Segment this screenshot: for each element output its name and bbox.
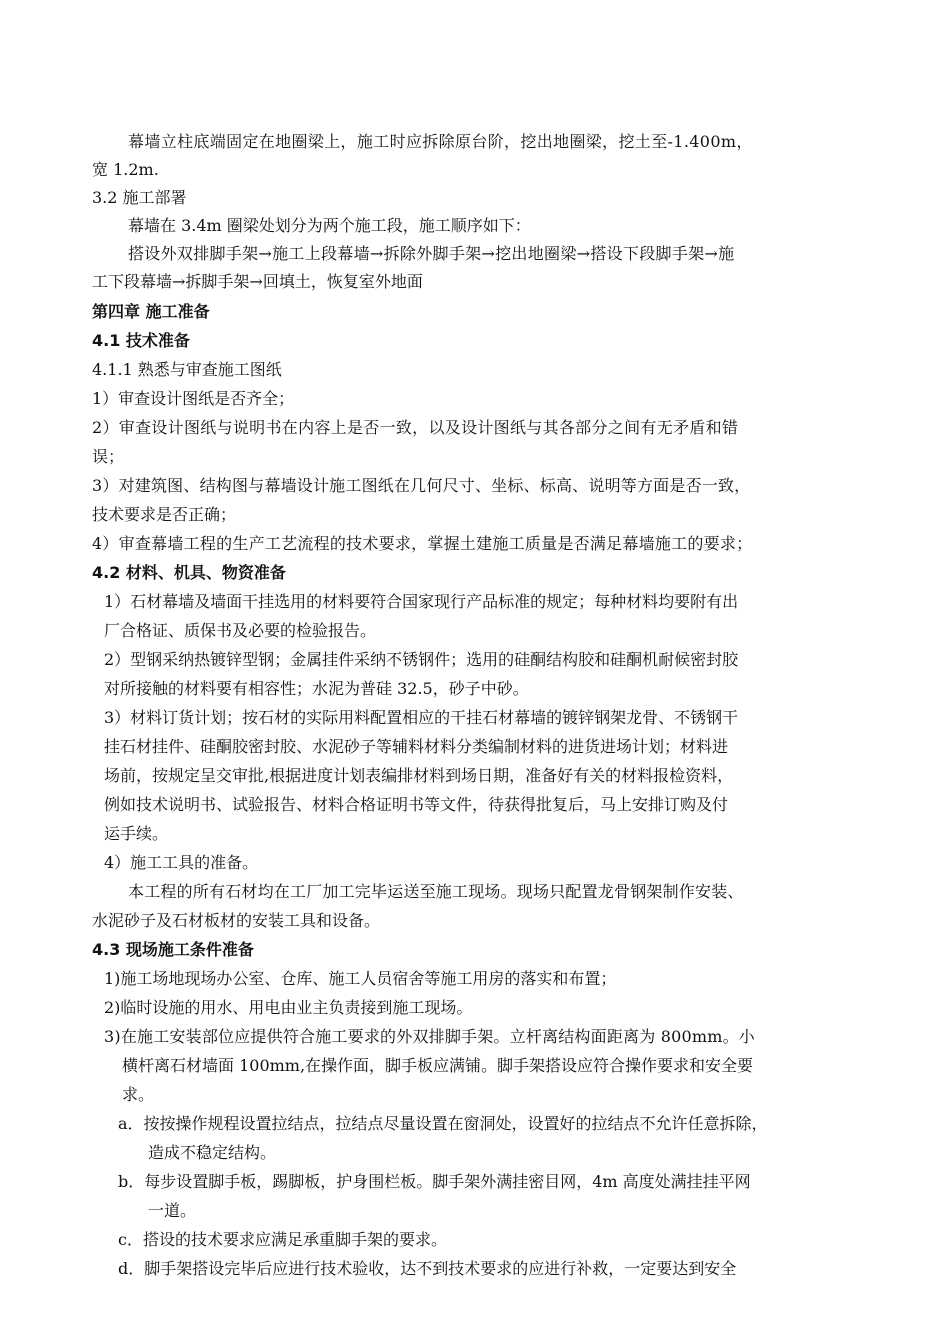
list-item: 1）石材幕墙及墙面干挂选用的材料要符合国家现行产品标准的规定；每种材料均要附有出: [104, 592, 739, 611]
sub-list-item-continuation: 一道。: [148, 1201, 197, 1220]
list-item-continuation: 横杆离石材墙面 100mm,在操作面，脚手板应满铺。脚手架搭设应符合操作要求和安全要: [122, 1056, 754, 1075]
list-item-continuation: 误；: [92, 447, 125, 466]
section-heading: 4.2 材料、机具、物资准备: [92, 563, 286, 582]
list-item: 1)施工场地现场办公室、仓库、施工人员宿舍等施工用房的落实和布置；: [104, 969, 617, 988]
list-item-continuation: 例如技术说明书、试验报告、材料合格证明书等文件，待获得批复后，马上安排订购及付: [104, 795, 729, 814]
paragraph-line: 幕墙立柱底端固定在地圈梁上，施工时应拆除原台阶，挖出地圈梁，挖土至-1.400m，: [128, 132, 753, 151]
paragraph-line: 搭设外双排脚手架→施工上段幕墙→拆除外脚手架→挖出地圈梁→搭设下段脚手架→施: [128, 244, 735, 263]
paragraph-line: 工下段幕墙→拆脚手架→回填土，恢复室外地面: [92, 272, 423, 291]
list-item-continuation: 场前，按规定呈交审批,根据进度计划表编排材料到场日期，准备好有关的材料报检资料，: [104, 766, 734, 785]
list-item: 3）对建筑图、结构图与幕墙设计施工图纸在几何尺寸、坐标、标高、说明等方面是否一致，: [92, 476, 751, 495]
list-item-continuation: 技术要求是否正确；: [92, 505, 237, 524]
section-heading: 3.2 施工部署: [92, 188, 187, 207]
sub-list-item-continuation: 造成不稳定结构。: [148, 1143, 277, 1162]
sub-list-item: d．脚手架搭设完毕后应进行技术验收，达不到技术要求的应进行补救，一定要达到安全: [118, 1259, 737, 1278]
sub-list-item: c．搭设的技术要求应满足承重脚手架的要求。: [118, 1230, 447, 1249]
chapter-heading: 第四章 施工准备: [92, 302, 210, 321]
list-item-continuation: 求。: [122, 1085, 155, 1104]
list-item-continuation: 挂石材挂件、硅酮胶密封胶、水泥砂子等辅料材料分类编制材料的进货进场计划；材料进: [104, 737, 729, 756]
paragraph-line: 本工程的所有石材均在工厂加工完毕运送至施工现场。现场只配置龙骨钢架制作安装、: [128, 882, 744, 901]
paragraph-line: 宽 1.2m.: [92, 160, 159, 179]
list-item: 3)在施工安装部位应提供符合施工要求的外双排脚手架。立杆离结构面距离为 800mm。小: [104, 1027, 755, 1046]
sub-list-item: b．每步设置脚手板，踢脚板，护身围栏板。脚手架外满挂密目网，4m 高度处满挂挂平网: [118, 1172, 751, 1191]
sub-list-item: a．按按操作规程设置拉结点，拉结点尽量设置在窗洞处，设置好的拉结点不允许任意拆除，: [118, 1114, 768, 1133]
section-heading: 4.1 技术准备: [92, 331, 190, 350]
list-item: 2）型钢采纳热镀锌型钢；金属挂件采纳不锈钢件；选用的硅酮结构胶和硅酮机耐候密封胶: [104, 650, 739, 669]
section-heading: 4.3 现场施工条件准备: [92, 940, 254, 959]
list-item: 4）施工工具的准备。: [104, 853, 259, 872]
paragraph-line: 幕墙在 3.4m 圈梁处划分为两个施工段，施工顺序如下：: [128, 216, 531, 235]
list-item: 4）审查幕墙工程的生产工艺流程的技术要求，掌握土建施工质量是否满足幕墙施工的要求；: [92, 534, 753, 553]
list-item-continuation: 运手续。: [104, 824, 169, 843]
list-item: 1）审查设计图纸是否齐全；: [92, 389, 295, 408]
list-item: 2)临时设施的用水、用电由业主负责接到施工现场。: [104, 998, 473, 1017]
list-item: 3）材料订货计划；按石材的实际用料配置相应的干挂石材幕墙的镀锌钢架龙骨、不锈钢干: [104, 708, 739, 727]
list-item: 2）审查设计图纸与说明书在内容上是否一致，以及设计图纸与其各部分之间有无矛盾和错: [92, 418, 739, 437]
paragraph-line: 水泥砂子及石材板材的安装工具和设备。: [92, 911, 381, 930]
list-item-continuation: 对所接触的材料要有相容性；水泥为普硅 32.5，砂子中砂。: [104, 679, 529, 698]
subsection-heading: 4.1.1 熟悉与审查施工图纸: [92, 360, 282, 379]
list-item-continuation: 厂合格证、质保书及必要的检验报告。: [104, 621, 377, 640]
